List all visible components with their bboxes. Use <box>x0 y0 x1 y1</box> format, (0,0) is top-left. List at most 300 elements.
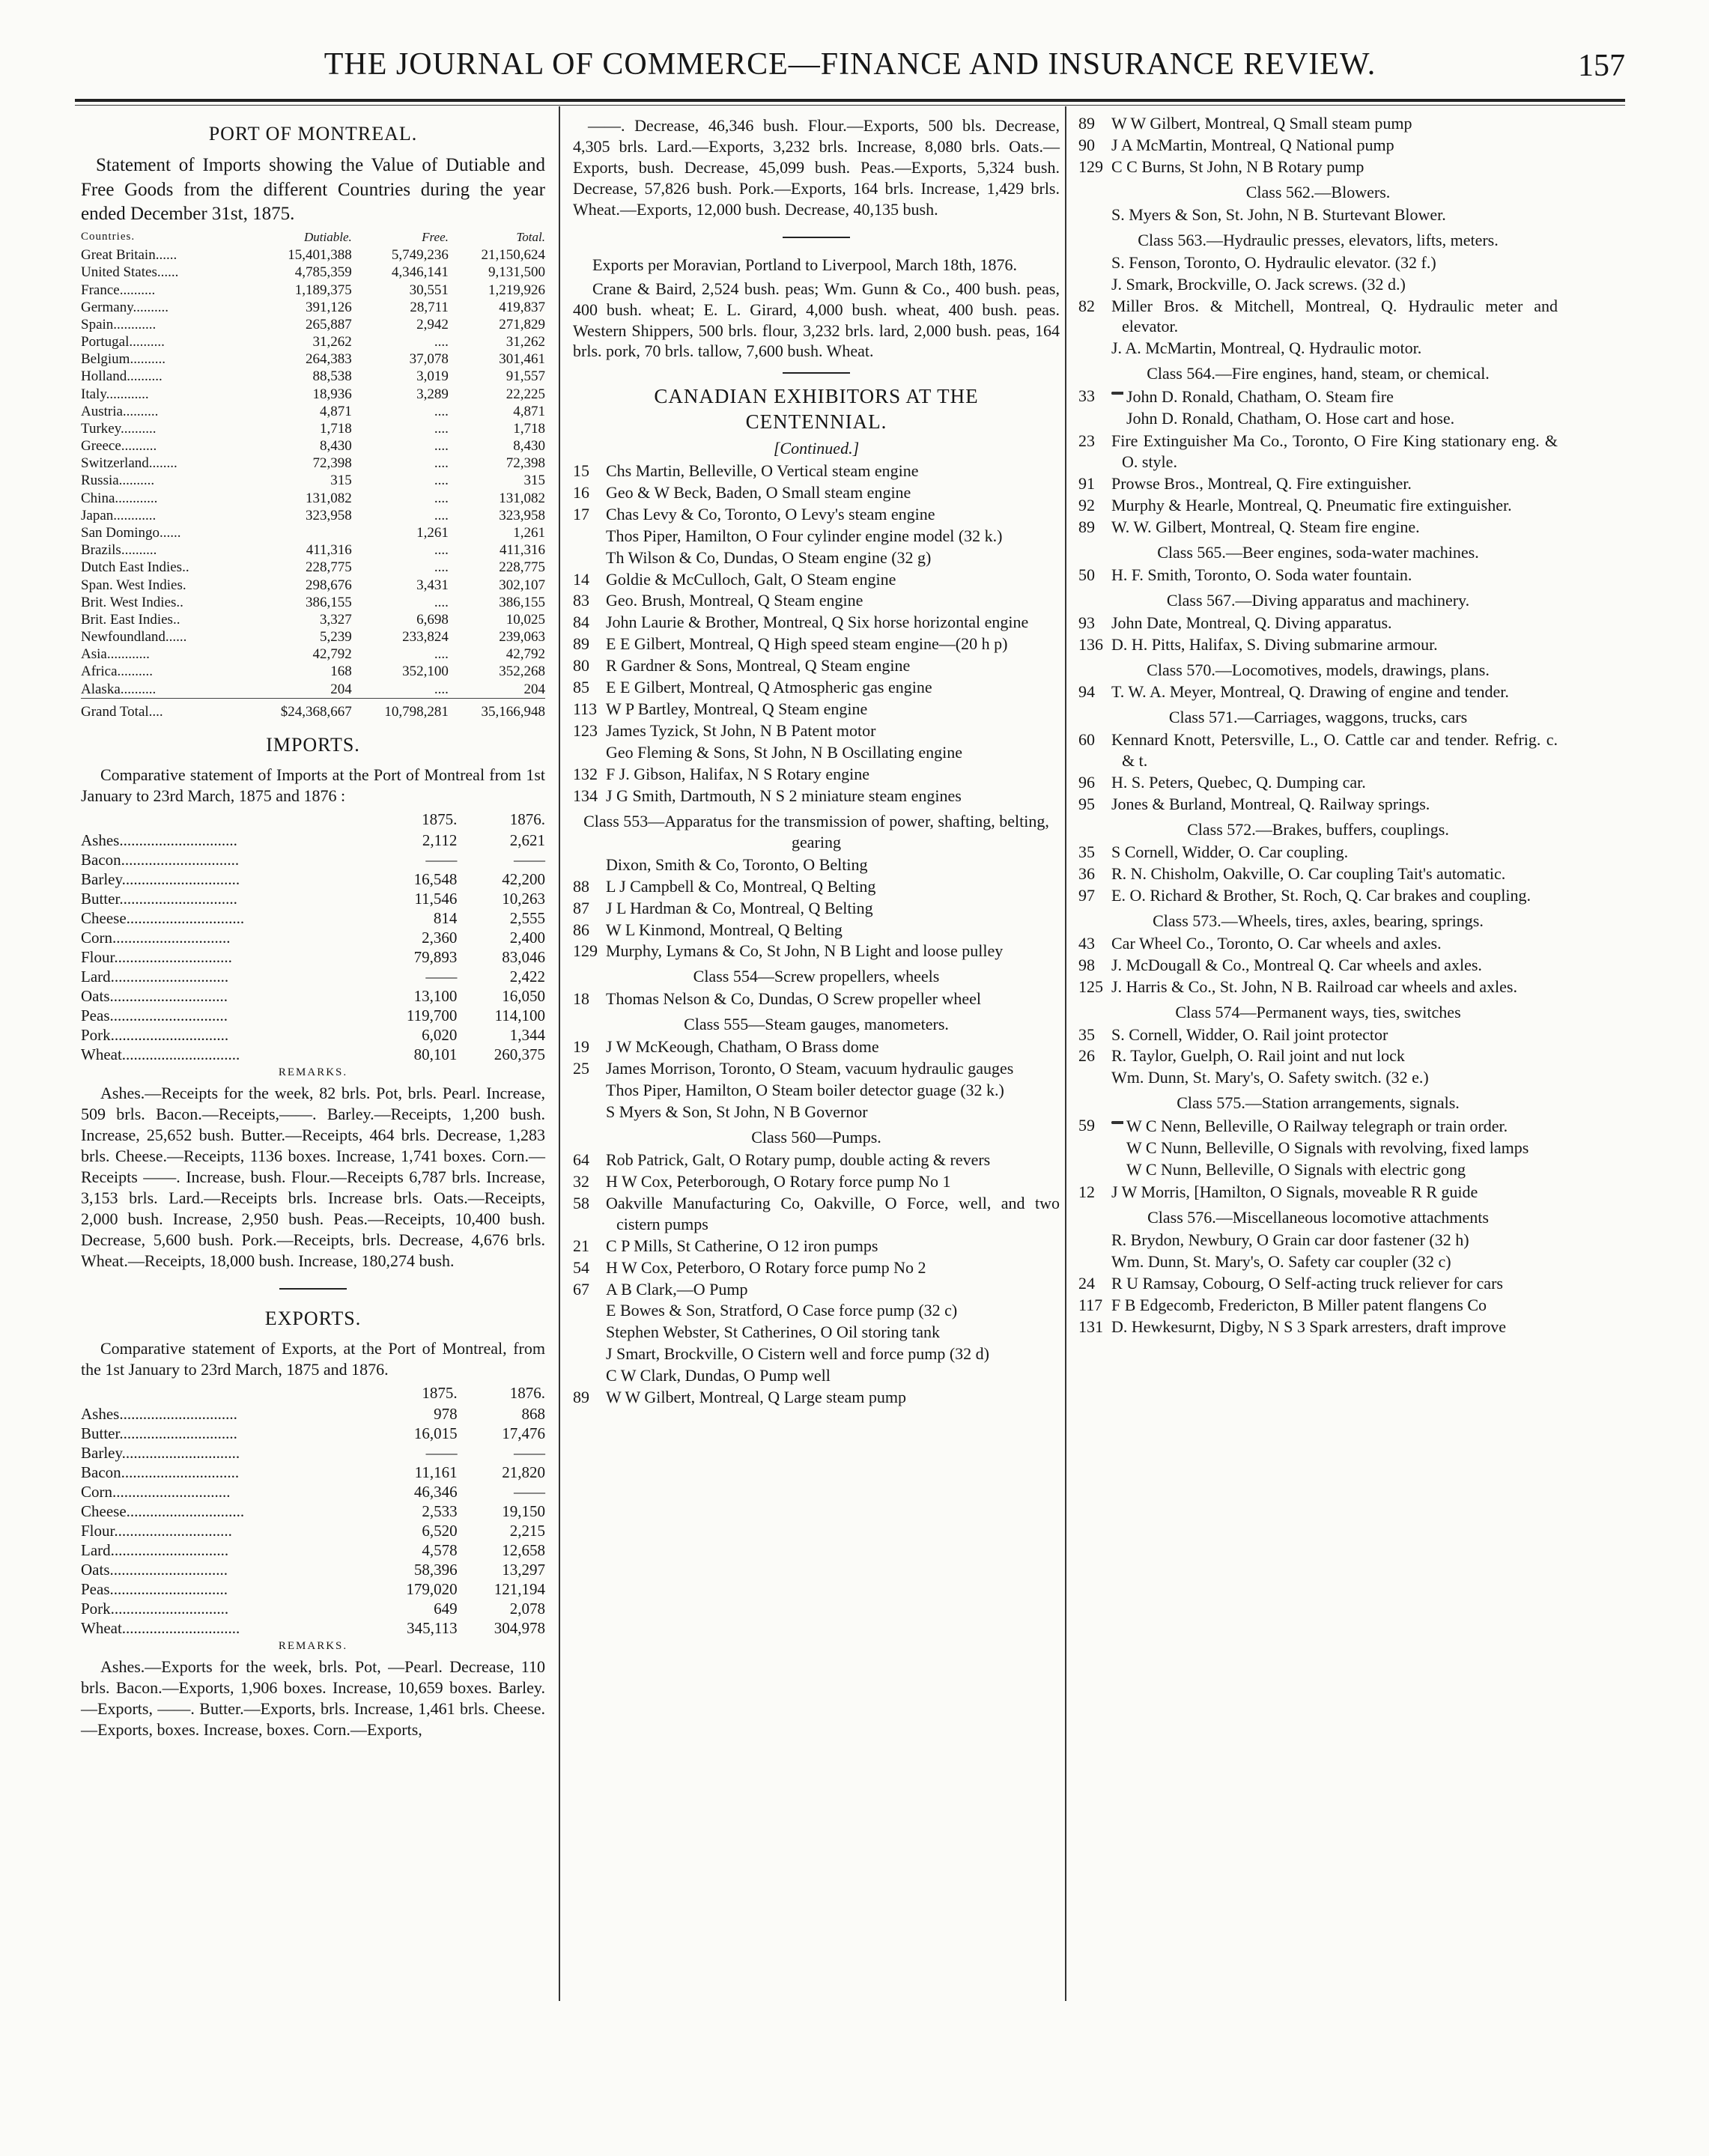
list-item <box>573 1300 1060 1321</box>
list-item <box>1078 113 1558 134</box>
value-cell: 3,327 <box>320 611 352 628</box>
exhibitor-entry: J A McMartin, Montreal, Q National pump <box>1111 135 1394 154</box>
list-item <box>1078 517 1558 538</box>
list-item <box>1078 135 1558 156</box>
value-1875: 79,893 <box>413 948 458 966</box>
value-1876: 2,422 <box>509 968 545 986</box>
value-cell: 1,718 <box>513 420 545 437</box>
value-cell: 239,063 <box>499 629 545 646</box>
list-item <box>573 1279 1060 1300</box>
table-row <box>81 594 545 611</box>
value-cell: 4,346,141 <box>391 264 449 281</box>
table-row <box>81 889 545 908</box>
list-item <box>573 1150 1060 1170</box>
column-left <box>81 112 545 1743</box>
column-header <box>81 1383 369 1404</box>
list-item <box>573 764 1060 785</box>
remarks-label: REMARKS. <box>278 1639 348 1652</box>
exhibitor-entry: Thos Piper, Hamilton, O Four cylinder engine model (32 k.) <box>606 526 1003 545</box>
list-item <box>1078 1317 1558 1337</box>
column-header: 1875. <box>422 810 458 828</box>
value-cell: .... <box>434 646 449 663</box>
exhibitor-entry: Dixon, Smith & Co, Toronto, O Belting <box>606 854 868 874</box>
exhibitor-entry: Oakville Manufacturing Co, Oakville, O Force, well, and two cistern pumps <box>606 1193 1060 1233</box>
class-heading: Class 571.—Carriages, waggons, trucks, cars <box>1168 708 1468 727</box>
entry-number: 80 <box>573 656 589 675</box>
entry-number: 136 <box>1078 634 1103 654</box>
entry-number: 16 <box>573 482 589 502</box>
value-cell: 15,401,388 <box>288 247 352 264</box>
commodity-name: Corn.............................. <box>81 928 231 947</box>
commodity-name: Butter.............................. <box>81 889 237 908</box>
exhibitor-entry: E. O. Richard & Brother, St. Roch, Q. Car brakes and coupling. <box>1111 885 1532 905</box>
value-cell: 37,078 <box>409 351 449 368</box>
table-row <box>81 628 545 646</box>
value-cell: 168 <box>330 663 352 680</box>
exhibitor-entry: Geo Fleming & Sons, St John, N B Oscillating engine <box>606 743 963 762</box>
value-cell: 1,189,375 <box>294 282 352 298</box>
entry-number: 18 <box>573 989 589 1009</box>
list-item <box>1078 431 1558 473</box>
column-header: Countries. <box>81 230 136 243</box>
running-head <box>75 46 1625 91</box>
exhibitor-entry: Th Wilson & Co, Dundas, O Steam engine (32 g) <box>606 547 932 567</box>
list-item <box>1078 338 1558 359</box>
list-item <box>573 699 1060 720</box>
value-1876: 1,344 <box>509 1026 545 1045</box>
value-cell: 386,155 <box>499 594 545 610</box>
exhibitor-entry: Murphy & Hearle, Montreal, Q. Pneumatic fire extinguisher. <box>1111 495 1512 514</box>
exhibitor-entry: S. Myers & Son, St. John, N B. Sturtevant Blower. <box>1111 204 1446 224</box>
list-item <box>573 1080 1060 1101</box>
list-item <box>1078 1045 1558 1066</box>
table-row <box>81 1579 545 1599</box>
list-item <box>573 786 1060 807</box>
list-item <box>573 547 1060 568</box>
value-1875: 4,578 <box>422 1540 458 1559</box>
value-cell: 204 <box>523 681 545 697</box>
entry-number: 50 <box>1078 565 1095 584</box>
value-cell: 31,262 <box>312 334 352 350</box>
class-heading: Class 565.—Beer engines, soda-water machines. <box>1157 542 1479 562</box>
list-item <box>573 854 1060 875</box>
entry-number: 12 <box>1078 1182 1095 1202</box>
exhibitor-entry: W C Nunn, Belleville, O Signals with electric gong <box>1126 1160 1466 1179</box>
value-cell: 2,942 <box>416 316 449 332</box>
table-row <box>81 1424 545 1443</box>
country-name: San Domingo...... <box>81 525 181 541</box>
exhibitor-entry: T. W. A. Meyer, Montreal, Q. Drawing of engine and tender. <box>1111 682 1509 702</box>
table-row <box>81 1501 545 1521</box>
total-value: $24,368,667 <box>244 698 351 720</box>
country-name: Brazils.......... <box>81 542 157 559</box>
exhibitor-entry: Murphy, Lymans & Co, St John, N B Light and loose pulley <box>606 941 1004 961</box>
exhibitor-entry: E Bowes & Son, Stratford, O Case force pump (32 c) <box>606 1301 958 1320</box>
value-cell: 228,775 <box>306 559 352 576</box>
table-row <box>81 1560 545 1579</box>
exhibitor-entry: E E Gilbert, Montreal, Q High speed steam engine—(20 h p) <box>606 634 1008 654</box>
country-name: France.......... <box>81 282 156 298</box>
list-item <box>1078 157 1558 177</box>
list-item <box>1078 634 1558 655</box>
entry-number: 87 <box>573 898 589 917</box>
entry-number: 129 <box>1078 157 1103 176</box>
exhibitor-entry: Geo. Brush, Montreal, Q Steam engine <box>606 591 863 610</box>
value-cell: 233,824 <box>402 629 449 646</box>
value-cell: 271,829 <box>499 316 545 332</box>
exports-remarks: Ashes.—Exports for the week, brls. Pot, —Pearl. Decrease, 110 brls. Bacon.—Exports, 1,906 boxes. Increase, 10,659 boxes. Barley.—Exports, ——. Butter.—Exports, brls. Increase, 1,461 brls. Cheese.—Exports, boxes. Increase, boxes. Corn.—Exports, <box>81 1657 545 1739</box>
list-item <box>1078 955 1558 976</box>
column-header: 1875. <box>422 1383 458 1402</box>
exhibitor-entry: Stephen Webster, St Catherines, O Oil storing tank <box>606 1323 941 1342</box>
value-cell: 42,792 <box>506 646 545 663</box>
list-item <box>573 634 1060 655</box>
list-item <box>573 720 1060 741</box>
value-1876: 260,375 <box>494 1045 545 1064</box>
exhibitor-entry: Car Wheel Co., Toronto, O. Car wheels and axles. <box>1111 933 1442 953</box>
entry-number: 32 <box>573 1171 589 1191</box>
exhibitor-entry: S. Fenson, Toronto, O. Hydraulic elevator. (32 f.) <box>1111 252 1436 272</box>
list-item <box>1078 772 1558 793</box>
value-cell: .... <box>434 507 449 523</box>
exhibitor-entry: H W Cox, Peterborough, O Rotary force pump No 1 <box>606 1171 951 1191</box>
entry-number: 35 <box>1078 1024 1095 1044</box>
exhibitor-entry: J. Harris & Co., St. John, N B. Railroad car wheels and axles. <box>1111 977 1517 996</box>
value-cell: 30,551 <box>409 282 449 298</box>
table-row <box>81 908 545 928</box>
entry-number: 117 <box>1078 1295 1103 1314</box>
imports-table <box>81 810 545 1064</box>
exhibitor-entry: L J Campbell & Co, Montreal, Q Belting <box>606 876 876 896</box>
entry-number: 97 <box>1078 885 1095 905</box>
country-name: Germany.......... <box>81 299 169 315</box>
table-row <box>81 646 545 663</box>
exhibitor-entry: W C Nunn, Belleville, O Signals with revolving, fixed lamps <box>1126 1138 1529 1158</box>
value-1876: 19,150 <box>502 1501 545 1520</box>
value-cell: 8,430 <box>320 438 352 455</box>
commodity-name: Ashes.............................. <box>81 830 237 849</box>
value-cell: 204 <box>330 681 352 697</box>
value-1875: 179,020 <box>406 1579 458 1598</box>
table-row <box>81 986 545 1006</box>
value-cell: 323,958 <box>306 507 352 523</box>
exhibitor-entry: J Smart, Brockville, O Cistern well and force pump (32 d) <box>606 1344 990 1364</box>
value-cell: .... <box>434 559 449 576</box>
list-item <box>573 1387 1060 1408</box>
exhibitor-entry: John D. Ronald, Chatham, O. Hose cart and hose. <box>1126 409 1455 428</box>
table-row <box>81 316 545 333</box>
entry-number: 82 <box>1078 296 1095 315</box>
table-row <box>81 967 545 986</box>
exhibitor-entry: A B Clark,—O Pump <box>606 1279 748 1299</box>
entry-number: 92 <box>1078 495 1095 514</box>
value-cell: 5,749,236 <box>391 247 449 264</box>
exhibitor-entry: W P Bartley, Montreal, Q Steam engine <box>606 699 868 719</box>
exhibitor-entry: Chs Martin, Belleville, O Vertical steam engine <box>606 461 919 480</box>
list-item <box>573 1193 1060 1235</box>
list-item <box>573 461 1060 482</box>
exports-table <box>81 1383 545 1638</box>
column-divider <box>1065 106 1066 2001</box>
brace <box>1111 1121 1123 1124</box>
commodity-name: Wheat.............................. <box>81 1045 240 1064</box>
column-right <box>1078 112 1558 1338</box>
table-row <box>81 490 545 507</box>
list-item <box>573 677 1060 698</box>
exhibitor-entry: R U Ramsay, Cobourg, O Self-acting truck reliever for cars <box>1111 1273 1503 1293</box>
value-1875: 13,100 <box>413 987 458 1006</box>
commodity-name: Cheese.............................. <box>81 908 245 927</box>
list-item <box>573 1036 1060 1057</box>
list-item <box>573 920 1060 941</box>
country-name: Japan............ <box>81 507 157 523</box>
entry-number: 113 <box>573 699 598 719</box>
table-row <box>81 869 545 889</box>
value-1875: 119,700 <box>406 1006 458 1025</box>
value-cell: 72,398 <box>312 455 352 472</box>
list-item <box>1078 1230 1558 1251</box>
value-cell: 8,430 <box>513 438 545 455</box>
entry-number: 35 <box>1078 842 1095 861</box>
value-1875: 2,112 <box>422 830 458 849</box>
value-cell: 91,557 <box>506 368 545 385</box>
separator-rule <box>783 237 850 238</box>
table-row <box>81 1025 545 1045</box>
value-1875: 16,548 <box>413 869 458 888</box>
commodity-name: Lard.............................. <box>81 1540 229 1559</box>
exports-remarks-continued: ——. Decrease, 46,346 bush. Flour.—Exports, 500 bls. Decrease, 4,305 brls. Lard.—Exports, 3,232 brls. Increase, 8,080 brls. Oats.—Exports, bush. Decrease, 45,099 bush. Peas.—Exports, 5,324 bush. Decrease, 57,826 bush. Pork.—Exports, 164 brls. Increase, 1,429 brls. Wheat.—Exports, 12,000 bush. Decrease, 40,135 bush. <box>573 116 1060 219</box>
table-row <box>81 282 545 299</box>
value-cell: 298,676 <box>306 577 352 593</box>
entry-number: 134 <box>573 786 598 805</box>
commodity-name: Wheat.............................. <box>81 1618 240 1637</box>
bracketed-entry <box>1078 386 1558 430</box>
entry-number: 25 <box>573 1059 589 1078</box>
value-cell: 302,107 <box>499 577 545 593</box>
port-intro: Statement of Imports showing the Value of Dutiable and Free Goods from the different Countries during the year ended December 31st, 1875. <box>81 155 545 225</box>
value-1876: 12,658 <box>502 1540 545 1559</box>
value-cell: 411,316 <box>499 542 545 559</box>
list-item <box>573 612 1060 633</box>
value-1875: 16,015 <box>413 1424 458 1442</box>
table-row <box>81 541 545 559</box>
commodity-name: Oats.............................. <box>81 1560 228 1579</box>
table-row <box>81 264 545 281</box>
exhibitor-entry: W L Kinmond, Montreal, Q Belting <box>606 920 843 939</box>
exhibitor-entry: J W McKeough, Chatham, O Brass dome <box>606 1037 879 1057</box>
value-1875: —— <box>425 1443 458 1462</box>
exhibitor-entry: H. F. Smith, Toronto, O. Soda water fountain. <box>1111 565 1412 584</box>
table-row <box>81 524 545 541</box>
entry-number: 132 <box>573 764 598 783</box>
exports-heading: EXPORTS. <box>264 1307 362 1329</box>
exhibitor-entry: Wm. Dunn, St. Mary's, O. Safety switch. (32 e.) <box>1111 1068 1429 1087</box>
value-1876: 42,200 <box>502 869 545 888</box>
list-item <box>1078 1251 1558 1272</box>
table-row <box>81 1599 545 1618</box>
exhibitor-entry: Prowse Bros., Montreal, Q. Fire extinguisher. <box>1111 474 1412 493</box>
value-1875: 46,346 <box>413 1482 458 1501</box>
entry-number: 131 <box>1078 1317 1103 1336</box>
moravian-heading: Exports per Moravian, Portland to Liverpool, March 18th, 1876. <box>592 255 1018 274</box>
value-cell: .... <box>434 455 449 472</box>
value-cell: .... <box>434 403 449 419</box>
exhibitor-entry: C P Mills, St Catherine, O 12 iron pumps <box>606 1236 878 1255</box>
entry-number: 95 <box>1078 795 1095 814</box>
value-cell: 265,887 <box>306 316 352 332</box>
journal-title: THE JOURNAL OF COMMERCE—FINANCE AND INSURANCE REVIEW. <box>324 47 1376 82</box>
list-item <box>1078 252 1558 273</box>
entry-number: 88 <box>573 876 589 896</box>
exhibitor-entry: H. S. Peters, Quebec, Q. Dumping car. <box>1111 773 1366 792</box>
table-row <box>81 1618 545 1638</box>
country-name: Switzerland........ <box>81 455 177 472</box>
exhibitor-entry: J G Smith, Dartmouth, N S 2 miniature steam engines <box>606 786 962 805</box>
list-item <box>1078 863 1558 884</box>
list-item <box>1078 204 1558 225</box>
table-row <box>81 386 545 403</box>
value-1876: 17,476 <box>502 1424 545 1442</box>
value-1876: —— <box>514 850 545 869</box>
exhibitors-heading: CANADIAN EXHIBITORS AT THE CENTENNIAL. <box>654 385 979 434</box>
class-heading: Class 564.—Fire engines, hand, steam, or chemical. <box>1147 364 1490 383</box>
port-heading: PORT OF MONTREAL. <box>208 123 418 145</box>
value-1876: —— <box>514 1482 545 1501</box>
table-row <box>81 681 545 699</box>
value-1876: 2,400 <box>509 928 545 947</box>
list-item <box>573 590 1060 611</box>
commodity-name: Bacon.............................. <box>81 1463 240 1481</box>
table-row <box>81 455 545 472</box>
value-cell: 21,150,624 <box>481 247 545 264</box>
exhibitor-entry: S Myers & Son, St John, N B Governor <box>606 1102 868 1121</box>
value-1875: 345,113 <box>407 1618 458 1637</box>
country-name: Turkey.......... <box>81 420 157 437</box>
total-value: 10,798,281 <box>352 698 449 720</box>
value-cell: 419,837 <box>499 299 545 315</box>
table-row <box>81 437 545 455</box>
entry-number: 129 <box>573 941 598 961</box>
table-row <box>81 1482 545 1501</box>
value-1876: 868 <box>521 1404 545 1423</box>
entry-number: 91 <box>1078 474 1095 493</box>
entry-number: 89 <box>1078 114 1095 133</box>
value-cell: 42,792 <box>312 646 352 663</box>
exhibitor-entry: Chas Levy & Co, Toronto, O Levy's steam engine <box>606 504 935 523</box>
commodity-name: Corn.............................. <box>81 1482 231 1501</box>
value-1876: 13,297 <box>502 1560 545 1579</box>
separator-rule <box>783 372 850 374</box>
entry-number: 33 <box>1078 386 1095 406</box>
value-cell: .... <box>434 420 449 437</box>
value-cell: .... <box>434 334 449 350</box>
value-cell: 315 <box>330 473 352 489</box>
entry-number: 43 <box>1078 933 1095 953</box>
commodity-name: Flour.............................. <box>81 948 232 966</box>
list-item <box>1078 296 1558 338</box>
exhibitor-entry: D. Hewkesurnt, Digby, N S 3 Spark arresters, draft improve <box>1111 1317 1507 1336</box>
value-cell: 3,289 <box>416 386 449 402</box>
country-name: Africa.......... <box>81 663 154 680</box>
exhibitor-entry: F J. Gibson, Halifax, N S Rotary engine <box>606 764 869 783</box>
value-cell: 3,019 <box>416 368 449 385</box>
value-1875: 2,360 <box>422 928 458 947</box>
exhibitor-entry: W. W. Gilbert, Montreal, Q. Steam fire engine. <box>1111 517 1420 536</box>
table-row <box>81 1404 545 1424</box>
table-row <box>81 1521 545 1540</box>
country-name: Holland.......... <box>81 368 163 385</box>
entry-number: 123 <box>573 721 598 741</box>
list-item <box>1078 933 1558 954</box>
list-item <box>1078 495 1558 516</box>
value-1876: 2,078 <box>509 1599 545 1618</box>
table-row <box>81 333 545 350</box>
exhibitor-entry: Wm. Dunn, St. Mary's, O. Safety car coupler (32 c) <box>1111 1251 1451 1271</box>
value-1875: 978 <box>434 1404 458 1423</box>
exhibitor-entry: W W Gilbert, Montreal, Q Large steam pump <box>606 1388 907 1407</box>
exhibitor-entry: James Morrison, Toronto, O Steam, vacuum hydraulic gauges <box>606 1059 1014 1078</box>
entry-number: 58 <box>573 1193 589 1212</box>
entry-number: 90 <box>1078 135 1095 154</box>
list-item <box>1078 729 1558 771</box>
entry-number: 14 <box>573 569 589 589</box>
country-name: China............ <box>81 490 158 506</box>
bracketed-entry <box>1078 1115 1558 1181</box>
commodity-name: Lard.............................. <box>81 968 229 986</box>
list-item <box>1078 1295 1558 1316</box>
value-cell: .... <box>434 490 449 506</box>
class-heading: Class 555—Steam gauges, manometers. <box>684 1015 949 1034</box>
list-item <box>1078 274 1558 295</box>
value-cell: 411,316 <box>306 542 352 559</box>
exhibitor-entry: W W Gilbert, Montreal, Q Small steam pump <box>1111 114 1412 133</box>
value-cell: 3,431 <box>416 577 449 593</box>
class-heading: Class 572.—Brakes, buffers, couplings. <box>1187 820 1449 839</box>
exhibitor-entry: J. A. McMartin, Montreal, Q. Hydraulic motor. <box>1111 338 1422 358</box>
total-row <box>81 698 545 720</box>
table-row <box>81 663 545 680</box>
entry-number: 19 <box>573 1037 589 1057</box>
exhibitor-entry: W C Nenn, Belleville, O Railway telegraph or train order. <box>1126 1117 1508 1136</box>
column-header: Dutiable. <box>304 229 352 244</box>
entry-number: 36 <box>1078 863 1095 883</box>
value-cell: 131,082 <box>306 490 352 506</box>
entry-number: 96 <box>1078 773 1095 792</box>
list-item <box>1078 1182 1558 1203</box>
table-row <box>81 830 545 850</box>
country-name: Asia............ <box>81 646 150 663</box>
country-name: United States...... <box>81 264 179 281</box>
entry-number: 98 <box>1078 955 1095 974</box>
table-row <box>81 559 545 576</box>
countries-table <box>81 230 545 720</box>
exhibitor-entry: C C Burns, St John, N B Rotary pump <box>1111 157 1365 176</box>
entry-number: 125 <box>1078 977 1103 996</box>
entry-number: 26 <box>1078 1046 1095 1066</box>
commodity-name: Barley.............................. <box>81 869 240 888</box>
list-item <box>1078 1067 1558 1088</box>
class-heading: Class 553—Apparatus for the transmission of power, shafting, belting, gearing <box>583 811 1049 851</box>
list-item <box>1078 794 1558 815</box>
value-cell: 1,261 <box>513 525 545 541</box>
table-row <box>81 1443 545 1463</box>
exhibitor-entry: J L Hardman & Co, Montreal, Q Belting <box>606 898 873 917</box>
total-value: 35,166,948 <box>449 698 545 720</box>
list-item <box>1078 473 1558 494</box>
value-1876: 83,046 <box>502 948 545 966</box>
value-cell: 228,775 <box>499 559 545 576</box>
list-item <box>573 742 1060 763</box>
